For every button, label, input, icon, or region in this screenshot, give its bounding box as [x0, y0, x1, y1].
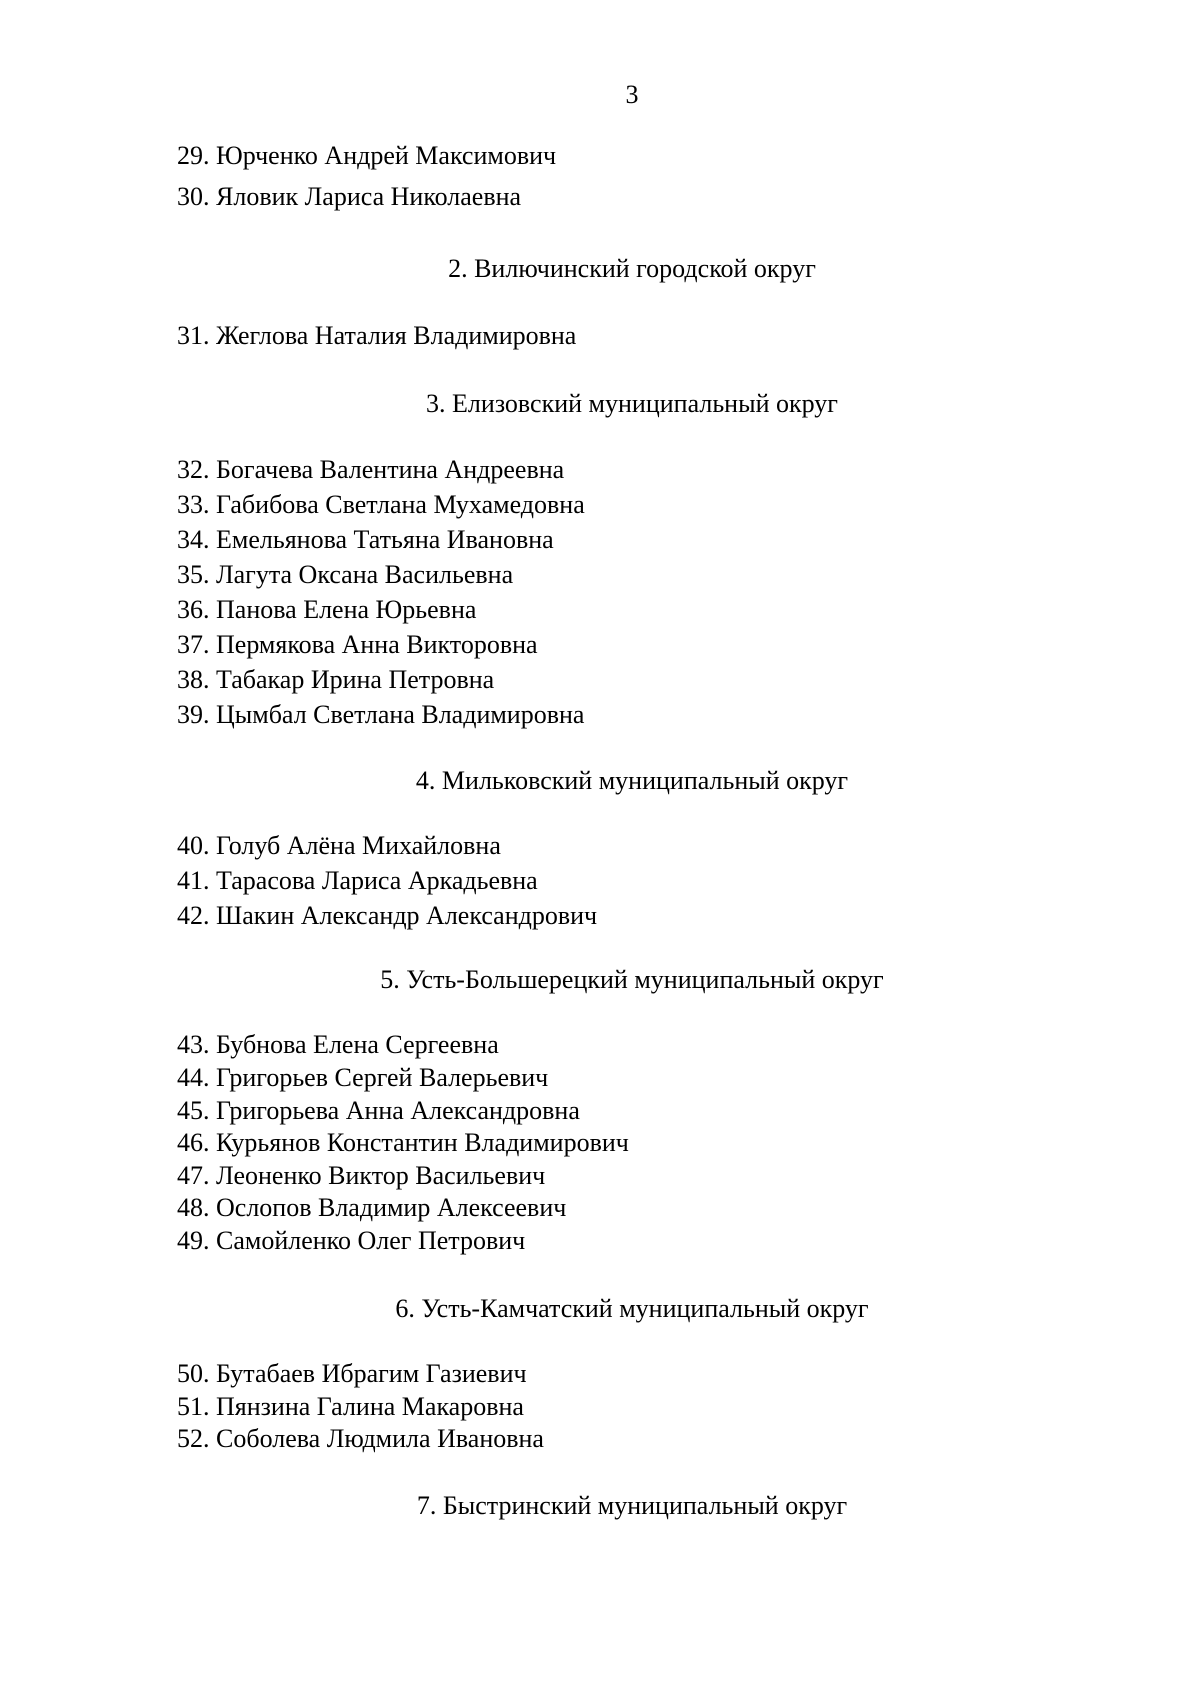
- section-heading: 7. Быстринский муниципальный округ: [416, 1491, 848, 1520]
- list-item: 42. Шакин Александр Александрович: [177, 901, 598, 930]
- list-item: 33. Габибова Светлана Мухамедовна: [177, 490, 585, 519]
- list-item: 50. Бутабаев Ибрагим Газиевич: [177, 1359, 527, 1388]
- list-item: 35. Лагута Оксана Васильевна: [177, 560, 514, 589]
- section-heading: 4. Мильковский муниципальный округ: [415, 766, 849, 795]
- section-heading: 3. Елизовский муниципальный округ: [426, 389, 838, 418]
- list-item: 40. Голуб Алёна Михайловна: [177, 831, 501, 860]
- list-item: 52. Соболева Людмила Ивановна: [177, 1424, 544, 1453]
- page-number: 3: [625, 80, 639, 109]
- list-item: 39. Цымбал Светлана Владимировна: [177, 700, 585, 729]
- list-item: 29. Юрченко Андрей Максимович: [177, 141, 557, 170]
- list-item: 44. Григорьев Сергей Валерьевич: [177, 1063, 549, 1092]
- list-item: 34. Емельянова Татьяна Ивановна: [177, 525, 554, 554]
- section-heading: 6. Усть-Камчатский муниципальный округ: [395, 1294, 869, 1323]
- list-item: 41. Тарасова Лариса Аркадьевна: [177, 866, 538, 895]
- list-item: 37. Пермякова Анна Викторовна: [177, 630, 538, 659]
- list-item: 46. Курьянов Константин Владимирович: [177, 1128, 629, 1157]
- list-item: 32. Богачева Валентина Андреевна: [177, 455, 565, 484]
- list-item: 30. Яловик Лариса Николаевна: [177, 182, 522, 211]
- list-item: 45. Григорьева Анна Александровна: [177, 1096, 580, 1125]
- list-item: 43. Бубнова Елена Сергеевна: [177, 1030, 499, 1059]
- list-item: 48. Ослопов Владимир Алексеевич: [177, 1193, 567, 1222]
- list-item: 31. Жеглова Наталия Владимировна: [177, 321, 577, 350]
- list-item: 49. Самойленко Олег Петрович: [177, 1226, 526, 1255]
- section-heading: 2. Вилючинский городской округ: [448, 254, 816, 283]
- list-item: 51. Пянзина Галина Макаровна: [177, 1392, 524, 1421]
- list-item: 36. Панова Елена Юрьевна: [177, 595, 477, 624]
- list-item: 38. Табакар Ирина Петровна: [177, 665, 495, 694]
- section-heading: 5. Усть-Большерецкий муниципальный округ: [380, 965, 884, 994]
- list-item: 47. Леоненко Виктор Васильевич: [177, 1161, 546, 1190]
